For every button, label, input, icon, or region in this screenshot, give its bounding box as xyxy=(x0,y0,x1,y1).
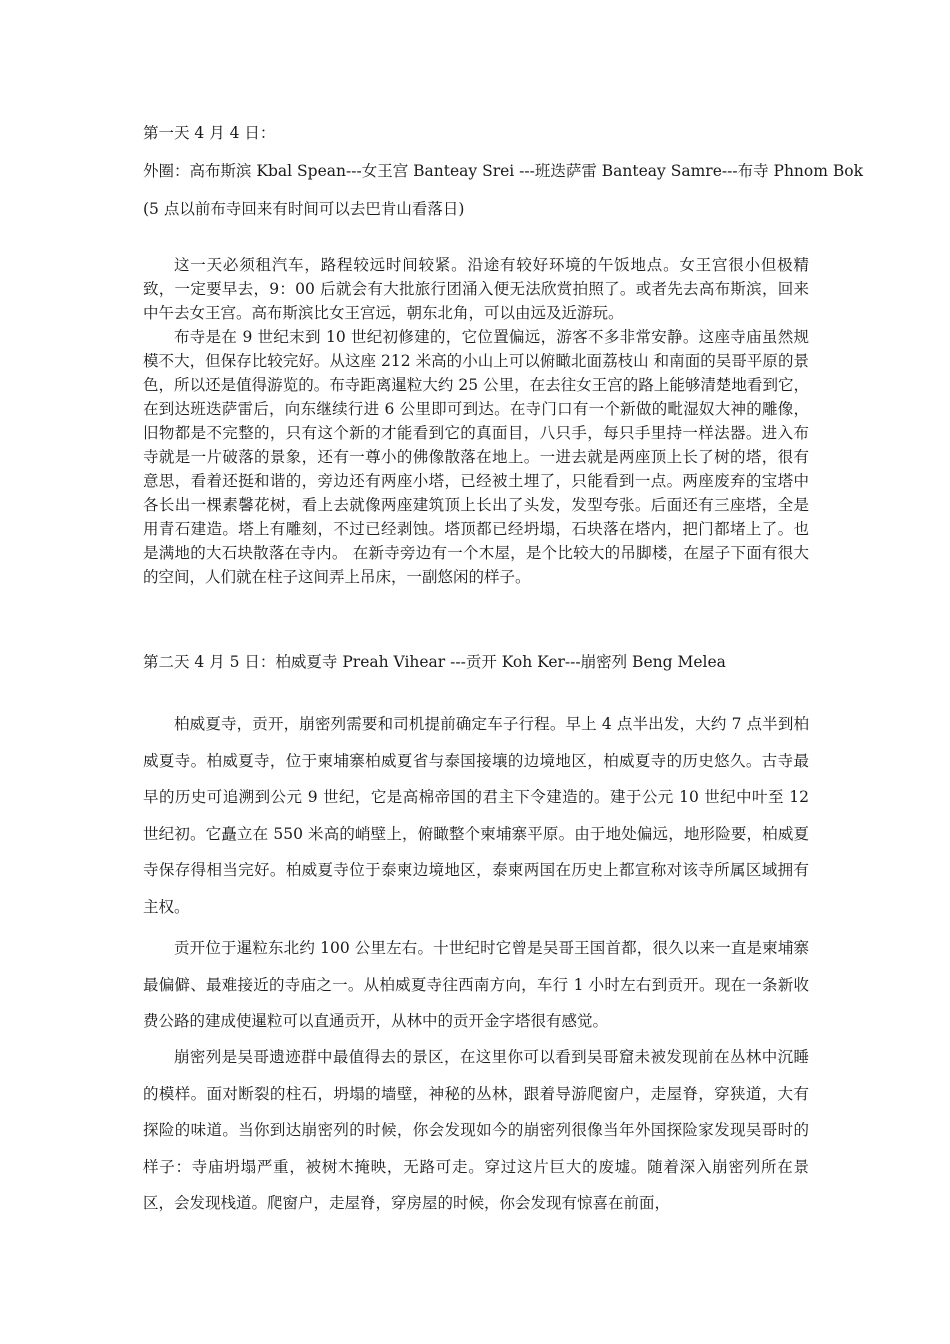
day1-note: (5 点以前布寺回来有时间可以去巴肯山看落日) xyxy=(143,200,465,218)
day1-heading: 第一天 4 月 4 日： xyxy=(143,124,276,142)
day1-paragraph-1: 这一天必须租汽车，路程较远时间较紧。沿途有较好环境的午饭地点。女王宫很小但极精致，一定要早去，9：00 后就会有大批旅行团涌入便无法欣赏拍照了。或者先去高布斯滨，回来中午去女王宫。高布斯滨比女王宫远，朝东北角，可以由远及近游玩。 xyxy=(143,256,809,322)
day2-heading: 第二天 4 月 5 日：柏威夏寺 Preah Vihear ---贡开 Koh Ker---崩密列 Beng Melea xyxy=(143,653,726,671)
day2-paragraph-1: 柏威夏寺，贡开，崩密列需要和司机提前确定车子行程。早上 4 点半出发，大约 7 点半到柏威夏寺。柏威夏寺，位于柬埔寨柏威夏省与泰国接壤的边境地区，柏威夏寺的历史悠久。古寺最早的历史可追溯到公元 9 世纪，它是高棉帝国的君主下令建造的。建于公元 10 世纪中叶至 12 世纪初。它矗立在 550 米高的峭壁上，俯瞰整个柬埔寨平原。由于地处偏远，地形险要，柏威夏寺保存得相当完好。柏威夏寺位于泰柬边境地区，泰柬两国在历史上都宣称对该寺所属区域拥有主权。 xyxy=(143,715,809,916)
day2-paragraph-3: 崩密列是吴哥遗迹群中最值得去的景区，在这里你可以看到吴哥窟未被发现前在丛林中沉睡的模样。面对断裂的柱石，坍塌的墙壁，神秘的丛林，跟着导游爬窗户，走屋脊，穿狭道，大有探险的味道。当你到达崩密列的时候，你会发现如今的崩密列很像当年外国探险家发现吴哥时的样子：寺庙坍塌严重，被树木掩映，无路可走。穿过这片巨大的废墟。随着深入崩密列所在景区，会发现栈道。爬窗户，走屋脊，穿房屋的时候，你会发现有惊喜在前面， xyxy=(143,1048,809,1212)
day1-route: 外圈：高布斯滨 Kbal Spean---女王宫 Banteay Srei ---班迭萨雷 Banteay Samre---布寺 Phnom Bok xyxy=(143,162,863,180)
day1-paragraph-2: 布寺是在 9 世纪末到 10 世纪初修建的，它位置偏远，游客不多非常安静。这座寺庙虽然规模不大，但保存比较完好。从这座 212 米高的小山上可以俯瞰北面荔枝山 和南面的吴哥平原的景色，所以还是值得游览的。布寺距离暹粒大约 25 公里，在去往女王宫的路上能够清楚地看到它，在到达班迭萨雷后，向东继续行进 6 公里即可到达。在寺门口有一个新做的毗湿奴大神的雕像，旧物都是不完整的，只有这个新的才能看到它的真面目，八只手，每只手里持一样法器。进入布寺就是一片破落的景象，还有一尊小的佛像散落在地上。一进去就是两座顶上长了树的塔，很有意思，看着还挺和谐的，旁边还有两座小塔，已经被土埋了，只能看到一点。两座废弃的宝塔中各长出一棵素馨花树，看上去就像两座建筑顶上长出了头发，发型夸张。后面还有三座塔，全是用青石建造。塔上有雕刻，不过已经剥蚀。塔顶都已经坍塌，石块落在塔内，把门都堵上了。也是满地的大石块散落在寺内。 在新寺旁边有一个木屋，是个比较大的吊脚楼，在屋子下面有很大的空间，人们就在柱子这间弄上吊床，一副悠闲的样子。 xyxy=(143,328,809,586)
day2-paragraph-2: 贡开位于暹粒东北约 100 公里左右。十世纪时它曾是吴哥王国首都，很久以来一直是柬埔寨最偏僻、最难接近的寺庙之一。从柏威夏寺往西南方向，车行 1 小时左右到贡开。现在一条新收费公路的建成使暹粒可以直通贡开，从林中的贡开金字塔很有感觉。 xyxy=(143,939,809,1030)
